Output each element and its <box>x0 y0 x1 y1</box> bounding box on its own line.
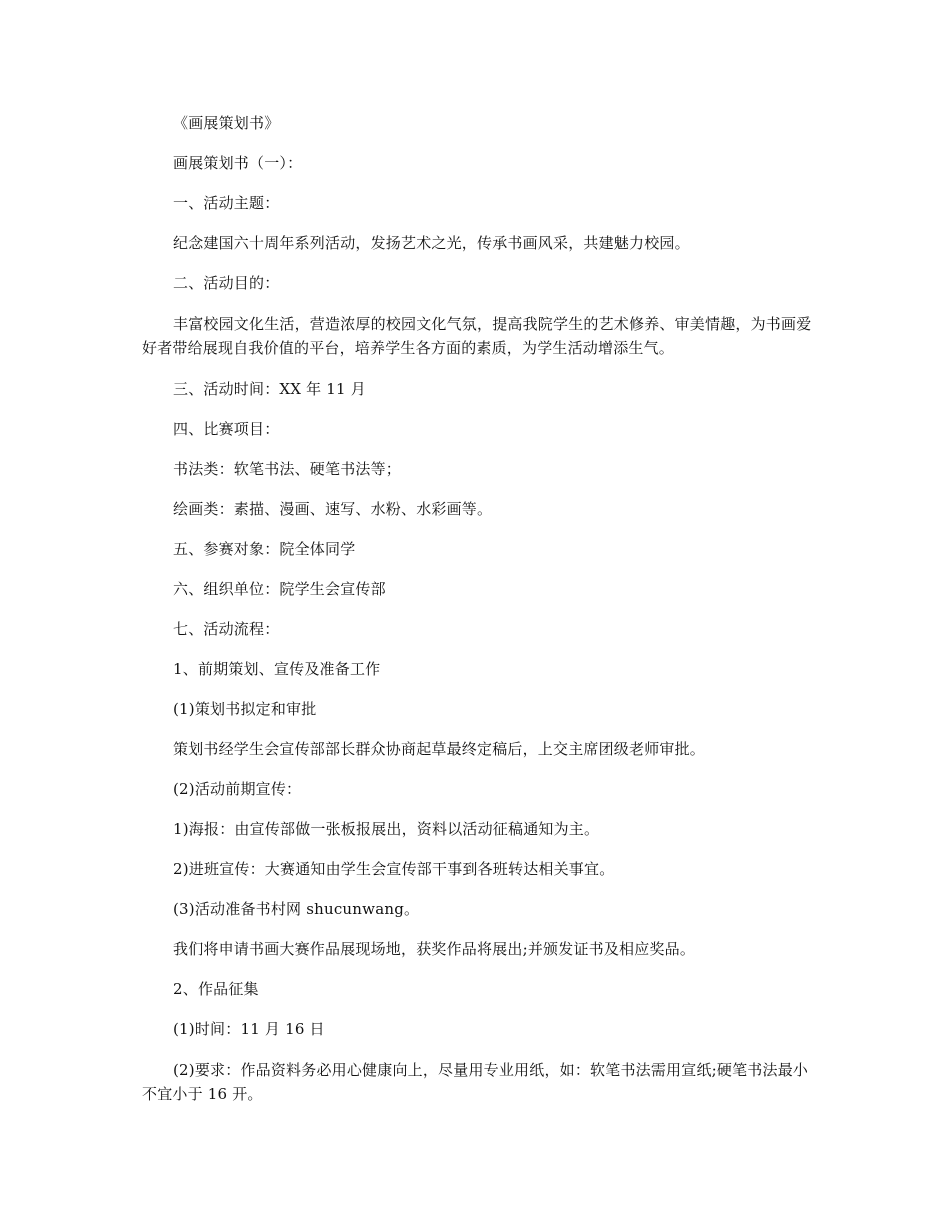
paragraph: 1)海报：由宣传部做一张板报展出，资料以活动征稿通知为主。 <box>173 820 600 838</box>
paragraph: 六、组织单位：院学生会宣传部 <box>173 580 386 598</box>
paragraph: 纪念建国六十周年系列活动，发扬艺术之光，传承书画风采，共建魅力校园。 <box>173 234 690 252</box>
paragraph: (2)活动前期宣传： <box>173 780 302 798</box>
paragraph: (1)策划书拟定和审批 <box>173 700 317 718</box>
paragraph: 2)进班宣传：大赛通知由学生会宣传部干事到各班转达相关事宜。 <box>173 860 615 878</box>
paragraph: 五、参赛对象：院全体同学 <box>173 540 356 558</box>
paragraph: 三、活动时间：XX 年 11 月 <box>173 380 366 398</box>
paragraph: 策划书经学生会宣传部部长群众协商起草最终定稿后，上交主席团级老师审批。 <box>173 740 706 758</box>
section-heading: 一、活动主题： <box>173 194 280 212</box>
document-title: 《画展策划书》 <box>173 114 280 132</box>
document-body <box>142 112 812 1124</box>
paragraph: 1、前期策划、宣传及准备工作 <box>173 660 381 678</box>
paragraph: (1)时间：11 月 16 日 <box>173 1020 325 1038</box>
paragraph: (3)活动准备书村网 shucunwang。 <box>173 900 420 918</box>
section-heading: 二、活动目的： <box>173 274 280 292</box>
paragraph: (2)要求：作品资料务必用心健康向上，尽量用专业用纸，如：软笔书法需用宣纸;硬笔书法最小不宜小于 16 开。 <box>142 1061 809 1103</box>
section-heading: 画展策划书（一）： <box>173 154 303 172</box>
paragraph: 绘画类：素描、漫画、速写、水粉、水彩画等。 <box>173 500 493 518</box>
paragraph: 我们将申请书画大赛作品展现场地，获奖作品将展出;并颁发证书及相应奖品。 <box>173 940 696 958</box>
section-heading: 四、比赛项目： <box>173 420 280 438</box>
paragraph: 书法类：软笔书法、硬笔书法等； <box>173 460 402 478</box>
paragraph: 2、作品征集 <box>173 980 259 998</box>
section-heading: 七、活动流程： <box>173 620 280 638</box>
paragraph: 丰富校园文化生活，营造浓厚的校园文化气氛，提高我院学生的艺术修养、审美情趣，为书画爱好者带给展现自我价值的平台，培养学生各方面的素质，为学生活动增添生气。 <box>142 315 812 357</box>
